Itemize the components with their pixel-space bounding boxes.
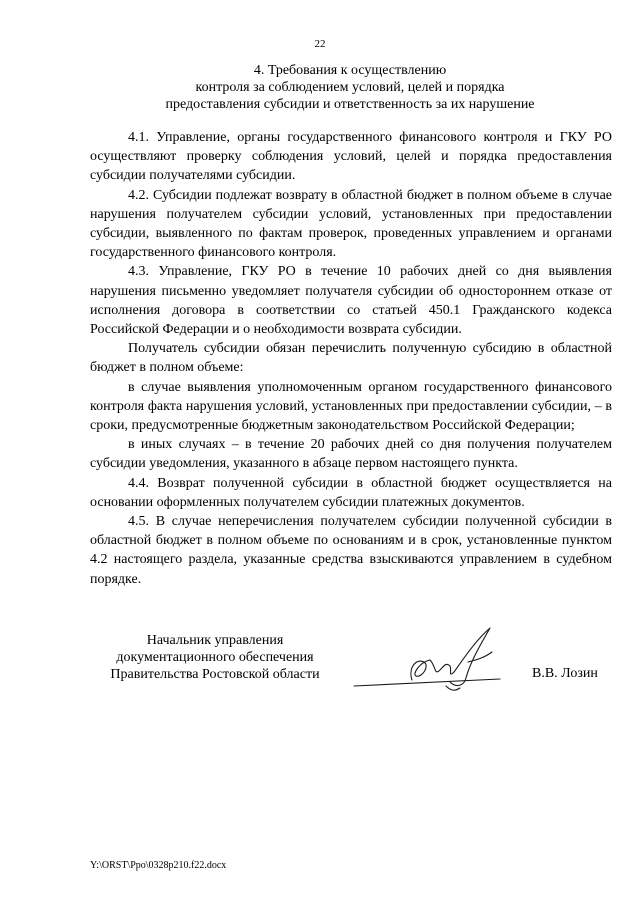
file-path: Y:\ORST\Ppo\0328p210.f22.docx bbox=[90, 860, 227, 871]
section-heading bbox=[60, 62, 640, 113]
paragraph-4-5: 4.5. В случае неперечисления получателем субсидии полученной субсидии в областной бюджет в полном объеме по основаниям и в срок, установленные пунктом 4.2 настоящего раздела, указанные средства взыскиваются управлением в судебном порядке. bbox=[90, 514, 612, 587]
position-line: Правительства Ростовской области bbox=[110, 667, 320, 682]
position-line: Начальник управления bbox=[146, 633, 284, 648]
signatory-position bbox=[90, 632, 340, 683]
heading-line: 4. Требования к осуществлению bbox=[253, 63, 447, 78]
heading-line: предоставления субсидии и ответственность за их нарушение bbox=[165, 97, 535, 112]
paragraph-4-3: 4.3. Управление, ГКУ РО в течение 10 рабочих дней со дня выявления нарушения письменно уведомляет получателя субсидии об одностороннем отказе от исполнения договора в соответствии со статьей 450.1 Гражданского кодекса Российской Федерации и о необходимости возврата субсидии. bbox=[90, 264, 612, 338]
paragraph-return-case-2: в иных случаях – в течение 20 рабочих дней со дня получения получателем субсидии уведомления, указанного в абзаце первом настоящего пункта. bbox=[90, 437, 612, 472]
position-line: документационного обеспечения bbox=[116, 650, 314, 665]
signatory-name: В.В. Лозин bbox=[532, 666, 598, 681]
paragraph-4-2: 4.2. Субсидии подлежат возврату в областной бюджет в полном объеме в случае нарушения получателем субсидии условий, установленных при предоставлении субсидии, выявленного по фактам проверок, проведенных управлением и органами государственного финансового контроля. bbox=[90, 187, 612, 261]
handwritten-signature bbox=[350, 622, 520, 697]
paragraph-return-case-1: в случае выявления уполномоченным органом государственного финансового контроля факта нарушения условий, установленных при предоставлении субсидии, – в сроки, предусмотренные бюджетным законодательством Российской Федерации; bbox=[90, 379, 612, 434]
body-text bbox=[90, 128, 612, 589]
heading-line: контроля за соблюдением условий, целей и порядка bbox=[195, 80, 505, 95]
paragraph-4-4: 4.4. Возврат полученной субсидии в областной бюджет осуществляется на основании оформленных получателем субсидии платежных документов. bbox=[90, 475, 612, 510]
paragraph-return-obligation: Получатель субсидии обязан перечислить полученную субсидию в областной бюджет в полном объеме: bbox=[90, 341, 612, 376]
page-number: 22 bbox=[314, 38, 326, 50]
paragraph-4-1: 4.1. Управление, органы государственного финансового контроля и ГКУ РО осуществляют проверку соблюдения условий, целей и порядка предоставления субсидии получателями субсидии. bbox=[90, 130, 612, 184]
